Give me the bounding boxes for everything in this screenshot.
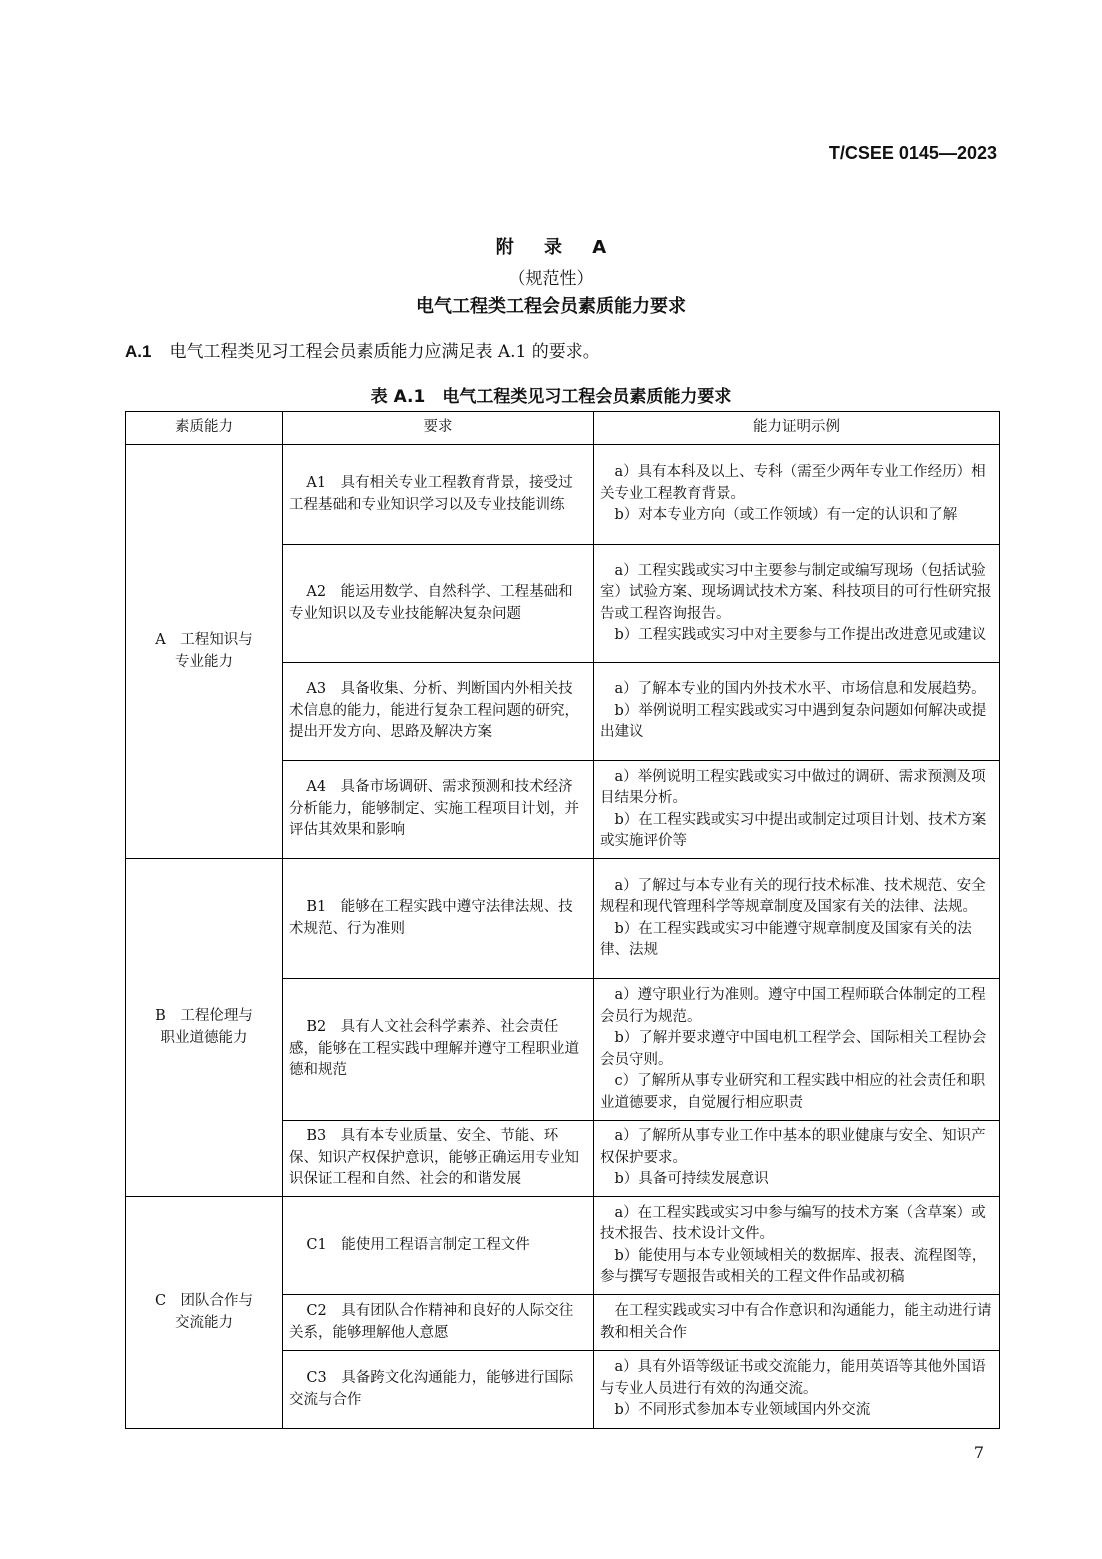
requirement-text: A1 具有相关专业工程教育背景，接受过工程基础和专业知识学习以及专业技能训练	[289, 475, 573, 513]
evidence-item: a）举例说明工程实践或实习中做过的调研、需求预测及项目结果分析。	[600, 768, 986, 806]
requirement-cell	[283, 545, 594, 663]
category-name-line2: 职业道德能力	[160, 1029, 248, 1046]
appendix-nature: （规范性）	[508, 269, 594, 289]
table-row	[126, 445, 1000, 545]
evidence-cell	[594, 859, 1000, 979]
category-name-line1: C 团队合作与	[154, 1293, 254, 1309]
category-name-line1: B 工程伦理与	[155, 1008, 253, 1024]
requirement-cell	[283, 1351, 594, 1429]
requirement-cell	[283, 1121, 594, 1197]
evidence-item: a）了解本专业的国内外技术水平、市场信息和发展趋势。	[614, 681, 986, 698]
header-quality: 素质能力	[126, 412, 283, 445]
category-name-line2: 专业能力	[175, 653, 233, 670]
table-row	[126, 859, 1000, 979]
clause-text: 电气工程类见习工程会员素质能力应满足表 A.1 的要求。	[169, 342, 600, 362]
clause-number: A.1	[125, 342, 152, 361]
evidence-item: a）了解过与本专业有关的现行技术标准、技术规范、安全规程和现代管理科学等规章制度及国家有关的法律、法规。	[600, 877, 986, 915]
category-name-line2: 交流能力	[175, 1314, 233, 1331]
requirement-cell	[283, 663, 594, 761]
evidence-item: b）举例说明工程实践或实习中遇到复杂问题如何解决或提出建议	[600, 702, 987, 741]
category-cell	[126, 1197, 283, 1429]
evidence-cell	[594, 1197, 1000, 1295]
evidence-item: b）具备可持续发展意识	[614, 1171, 769, 1188]
evidence-cell	[594, 1295, 1000, 1351]
requirement-cell	[283, 979, 594, 1121]
evidence-item: b）在工程实践或实习中提出或制定过项目计划、技术方案或实施评价等	[600, 811, 987, 849]
requirement-text: C3 具备跨文化沟通能力，能够进行国际交流与合作	[289, 1370, 574, 1408]
requirement-text: A2 能运用数学、自然科学、工程基础和专业知识以及专业技能解决复杂问题	[289, 584, 573, 622]
evidence-item: a）了解所从事专业工作中基本的职业健康与安全、知识产权保护要求。	[600, 1128, 986, 1166]
table-row	[126, 1197, 1000, 1295]
evidence-cell	[594, 1351, 1000, 1429]
evidence-item: a）工程实践或实习中主要参与制定或编写现场（包括试验室）试验方案、现场调试技术方案、科技项目的可行性研究报告或工程咨询报告。	[600, 562, 992, 622]
evidence-item: b）能使用与本专业领域相关的数据库、报表、流程图等，参与撰写专题报告或相关的工程文件作品或初稿	[600, 1247, 987, 1285]
evidence-item: b）不同形式参加本专业领域国内外交流	[614, 1402, 871, 1419]
table-caption: 表 A.1 电气工程类见习工程会员素质能力要求	[370, 387, 732, 407]
requirement-cell	[283, 445, 594, 545]
evidence-item: a）具有本科及以上、专科（需至少两年专业工作经历）相关专业工程教育背景。	[600, 464, 986, 502]
evidence-item: a）具有外语等级证书或交流能力，能用英语等其他外国语与专业人员进行有效的沟通交流。	[600, 1359, 986, 1397]
requirement-text: A3 具备收集、分析、判断国内外相关技术信息的能力，能进行复杂工程问题的研究，提出开发方向、思路及解决方案	[289, 681, 579, 741]
category-cell	[126, 445, 283, 859]
evidence-cell	[594, 445, 1000, 545]
category-cell	[126, 859, 283, 1197]
category-name-line1: A 工程知识与	[155, 632, 253, 648]
requirement-cell	[283, 1197, 594, 1295]
requirement-text: A4 具备市场调研、需求预测和技术经济分析能力，能够制定、实施工程项目计划，并评估其效果和影响	[289, 779, 579, 839]
requirement-text: C2 具有团队合作精神和良好的人际交往关系，能够理解他人意愿	[289, 1303, 574, 1341]
requirement-text: C1 能使用工程语言制定工程文件	[306, 1236, 530, 1253]
header-evidence: 能力证明示例	[594, 412, 1000, 445]
evidence-cell	[594, 663, 1000, 761]
evidence-item: a）遵守职业行为准则。遵守中国工程师联合体制定的工程会员行为规范。	[600, 987, 986, 1025]
requirement-cell	[283, 859, 594, 979]
requirement-cell	[283, 761, 594, 859]
requirements-table	[125, 411, 1000, 1429]
evidence-item: b）工程实践或实习中对主要参与工作提出改进意见或建议	[614, 627, 987, 643]
requirement-text: B3 具有本专业质量、安全、节能、环保、知识产权保护意识，能够正确运用专业知识保证工程和自然、社会的和谐发展	[289, 1128, 579, 1188]
evidence-item: 在工程实践或实习中有合作意识和沟通能力，能主动进行请教和相关合作	[600, 1303, 992, 1341]
evidence-item: b）了解并要求遵守中国电机工程学会、国际相关工程协会会员守则。	[600, 1030, 987, 1068]
requirement-text: B2 具有人文社会科学素养、社会责任感，能够在工程实践中理解并遵守工程职业道德和规范	[289, 1019, 579, 1079]
evidence-cell	[594, 761, 1000, 859]
page-number: 7	[973, 1443, 984, 1462]
evidence-item: b）在工程实践或实习中能遵守规章制度及国家有关的法律、法规	[600, 920, 972, 958]
requirement-text: B1 能够在工程实践中遵守法律法规、技术规范、行为准则	[289, 899, 573, 937]
evidence-cell	[594, 1121, 1000, 1197]
document-id: T/CSEE 0145—2023	[828, 143, 997, 163]
table-header-row	[126, 412, 1000, 445]
appendix-subject: 电气工程类工程会员素质能力要求	[416, 296, 686, 317]
evidence-cell	[594, 545, 1000, 663]
evidence-item: b）对本专业方向（或工作领域）有一定的认识和了解	[614, 507, 958, 524]
header-requirement: 要求	[283, 412, 594, 445]
evidence-item: c）了解所从事专业研究和工程实践中相应的社会责任和职业道德要求，自觉履行相应职责	[600, 1073, 986, 1111]
evidence-item: a）在工程实践或实习中参与编写的技术方案（含草案）或技术报告、技术设计文件。	[600, 1204, 986, 1242]
appendix-title: 附 录 A	[495, 237, 619, 258]
clause-a1	[125, 337, 600, 362]
evidence-cell	[594, 979, 1000, 1121]
requirement-cell	[283, 1295, 594, 1351]
